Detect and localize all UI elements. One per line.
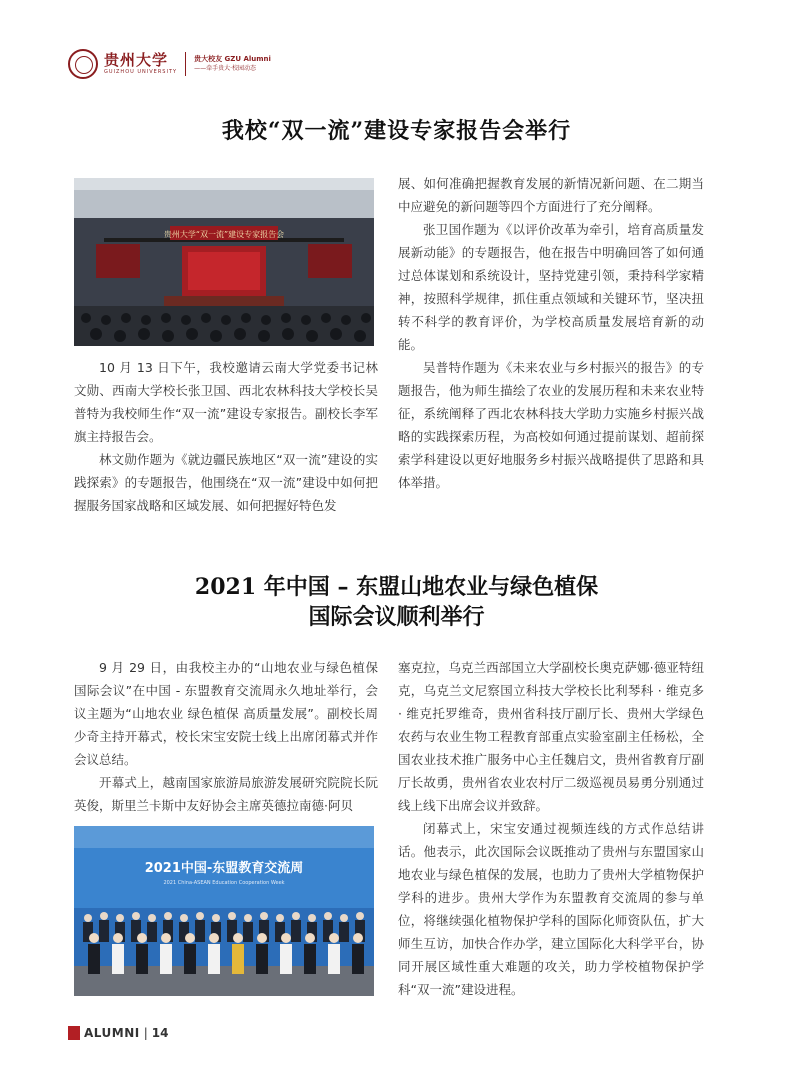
- article2-photo: [74, 826, 374, 996]
- article1-paragraph: 张卫国作题为《以评价改革为牵引，培育高质量发展新动能》的专题报告，他在报告中明确回答了如何通过总体谋划和系统设计，坚持党建引领，秉持科学家精神，按照科学规律，抓住重点领域和关键环节，坚决扭转不科学的教育评价，为学校高质量发展培育新的动能。: [398, 222, 704, 352]
- article1-photo: [74, 178, 374, 346]
- hall-banner-text: 贵州大学“双一流”建设专家报告会: [163, 230, 285, 239]
- page-number: 14: [151, 1026, 169, 1040]
- article2-paragraph: 塞克拉，乌克兰西部国立大学副校长奥克萨娜·德亚特纽克，乌克兰文尼察国立科技大学校长比利琴科 · 维克多 · 维克托罗维奇，贵州省科技厅副厅长、贵州大学绿色农药与农业生物工程教育部重点实验室副主任杨松，全国农业技术推广服务中心主任魏启文，贵州省教育厅副厅长故勇，贵州省农业农村厅二级巡视员易勇分别通过线上线下出席会议并致辞。: [398, 660, 704, 813]
- article1-paragraph: 10 月 13 日下午，我校邀请云南大学党委书记林文勋、西南大学校长张卫国、西北农林科技大学校长吴普特为我校师生作“双一流”建设专家报告。副校长李军旗主持报告会。: [74, 360, 378, 444]
- university-brand: [104, 52, 177, 76]
- article1-paragraph: 吴普特作题为《未来农业与乡村振兴的报告》的专题报告，他为师生描绘了农业的发展历程和未来农业特征，系统阐释了西北农林科技大学助力实施乡村振兴战略的实践探索历程，为高校如何通过提前谋划、超前探索学科建设以更好地服务乡村振兴战略提供了思路和具体举措。: [398, 360, 704, 490]
- article2-title-line1: 2021 年中国 – 东盟山地农业与绿色植保: [194, 574, 599, 600]
- article2-paragraph: 开幕式上，越南国家旅游局旅游发展研究院院长阮英俊，斯里兰卡斯中友好协会主席英德拉南德·阿贝: [74, 775, 378, 813]
- article2-paragraph: 闭幕式上，宋宝安通过视频连线的方式作总结讲话。他表示，此次国际会议既推动了贵州与东盟国家山地农业与绿色植保的发展，也助力了贵州大学植物保护学科的进步。贵州大学作为东盟教育交流周的参与单位，将继续强化植物保护学科的国际化师资队伍，扩大师生互访，加快合作办学，建立国际化大科学平台，协同开展区域性重大难题的攻关，助力学校植物保护学科“双一流”建设进程。: [398, 821, 704, 997]
- article1-title: 我校“双一流”建设专家报告会举行: [221, 118, 572, 144]
- group-photo-image: [74, 826, 374, 996]
- alumni-block: [194, 54, 271, 74]
- photo-banner-text-en: 2021 China-ASEAN Education Cooperation Week: [163, 880, 285, 886]
- alumni-name: 贵大校友 GZU Alumni: [194, 55, 271, 63]
- article2-title-line2: 国际会议顺利举行: [308, 604, 485, 630]
- article1-left-column: [74, 356, 378, 517]
- brand-name-cn: 贵州大学: [104, 51, 169, 69]
- header-divider: [185, 52, 186, 76]
- article1-paragraph: 林文勋作题为《就边疆民族地区“双一流”建设的实践探索》的专题报告，他围绕在“双一流”建设中如何把握服务国家战略和区域发展、如何把握好特色发: [74, 452, 378, 513]
- article2-paragraph: 9 月 29 日，由我校主办的“山地农业与绿色植保国际会议”在中国 - 东盟教育交流周永久地址举行，会议主题为“山地农业 绿色植保 高质量发展”。副校长周少奇主持开幕式，校长宋宝安院士线上出席闭幕式并作会议总结。: [74, 660, 378, 767]
- page-header: [68, 46, 271, 82]
- article2-left-column: [74, 656, 378, 817]
- article2-right-column: [398, 656, 704, 1001]
- photo-banner-text: 2021中国-东盟教育交流周: [144, 861, 304, 876]
- article1-right-column: [398, 172, 704, 494]
- alumni-slogan: ——牵手贵大·校园动态: [194, 65, 256, 72]
- lecture-hall-image: [74, 178, 374, 346]
- footer-accent-bar: [68, 1026, 80, 1040]
- brand-name-en: GUIZHOU UNIVERSITY: [104, 69, 178, 75]
- footer-label: ALUMNI: [84, 1026, 140, 1040]
- footer-separator: |: [143, 1026, 148, 1040]
- article1-paragraph: 展、如何准确把握教育发展的新情况新问题、在二期当中应避免的新问题等四个方面进行了充分阐释。: [398, 176, 704, 214]
- university-seal-icon: [68, 49, 98, 79]
- article2-title: [0, 572, 793, 632]
- page-footer: [68, 1026, 168, 1040]
